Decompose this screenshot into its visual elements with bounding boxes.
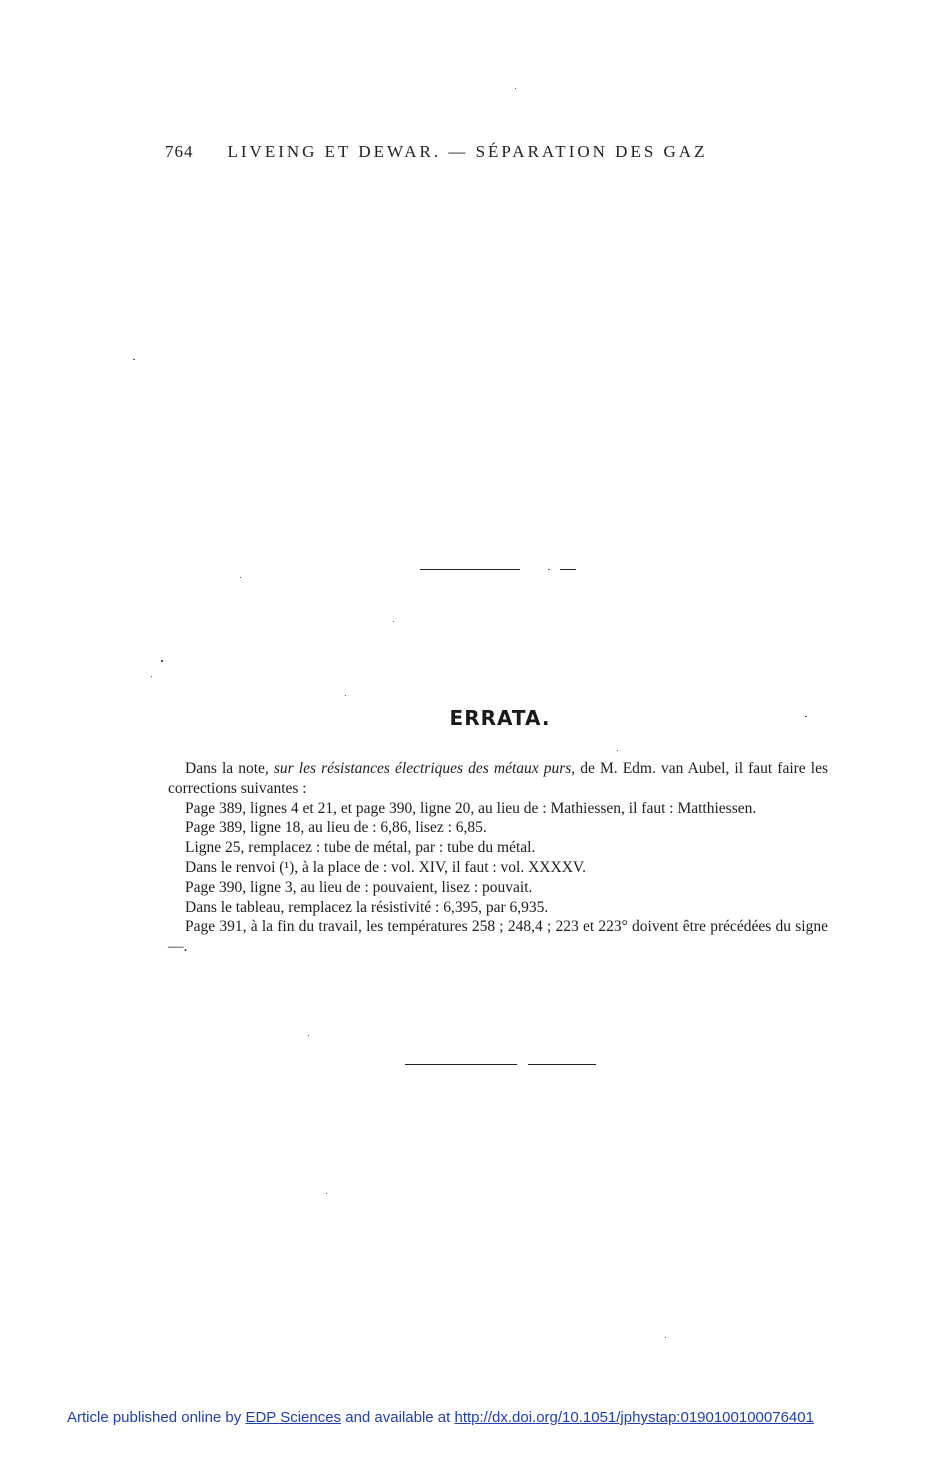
- scan-speck: [326, 1193, 327, 1194]
- errata-heading: ERRATA.: [449, 706, 551, 730]
- scan-speck: [151, 676, 152, 677]
- scan-speck: [393, 621, 394, 622]
- note-title: sur les résistances électriques des métaux purs: [273, 760, 572, 777]
- errata-line: Page 391, à la fin du travail, les températures 258 ; 248,4 ; 223 et 223° doivent être précédées du signe —.: [168, 918, 828, 956]
- running-title: LIVEING ET DEWAR. — SÉPARATION DES GAZ: [227, 142, 708, 161]
- scan-speck: [308, 1035, 309, 1036]
- publisher-link[interactable]: EDP Sciences: [245, 1409, 342, 1426]
- errata-line: Dans le tableau, remplacez la résistivité : 6,395, par 6,935.: [185, 898, 549, 916]
- separator-rule-top-tail: [560, 569, 576, 570]
- separator-rule-bottom: [405, 1064, 517, 1065]
- page-number: 764: [165, 142, 194, 161]
- scan-speck: [515, 88, 516, 89]
- publication-footer: Article published online by EDP Sciences and available at http://dx.doi.org/10.1051/jphystap:0190100100076401: [67, 1409, 814, 1426]
- errata-intro: Dans la note, sur les résistances électriques des métaux purs, de M. Edm. van Aubel, il faut faire les corrections suivantes :: [168, 760, 828, 797]
- separator-speck: [548, 569, 550, 570]
- separator-rule-bottom-tail: [528, 1064, 596, 1065]
- scan-speck: [133, 359, 135, 360]
- errata-line: Page 390, ligne 3, au lieu de : pouvaient, lisez : pouvait.: [185, 878, 533, 896]
- separator-rule-top: [420, 569, 520, 570]
- errata-line: Page 389, ligne 18, au lieu de : 6,86, lisez : 6,85.: [185, 819, 487, 837]
- scan-speck: [345, 695, 346, 696]
- errata-body: [168, 759, 828, 957]
- errata-line: Ligne 25, remplacez : tube de métal, par : tube du métal.: [185, 839, 536, 857]
- scan-speck: [161, 660, 163, 662]
- running-head: [165, 142, 785, 162]
- scan-speck: [617, 750, 618, 751]
- scan-speck: [665, 1337, 666, 1338]
- doi-link[interactable]: http://dx.doi.org/10.1051/jphystap:0190100100076401: [454, 1409, 814, 1426]
- errata-line: Page 389, lignes 4 et 21, et page 390, ligne 20, au lieu de : Mathiessen, il faut : Matthiessen.: [185, 799, 757, 817]
- errata-line: Dans le renvoi (¹), à la place de : vol. XIV, il faut : vol. XXXXV.: [185, 858, 586, 876]
- scan-speck: [240, 577, 241, 578]
